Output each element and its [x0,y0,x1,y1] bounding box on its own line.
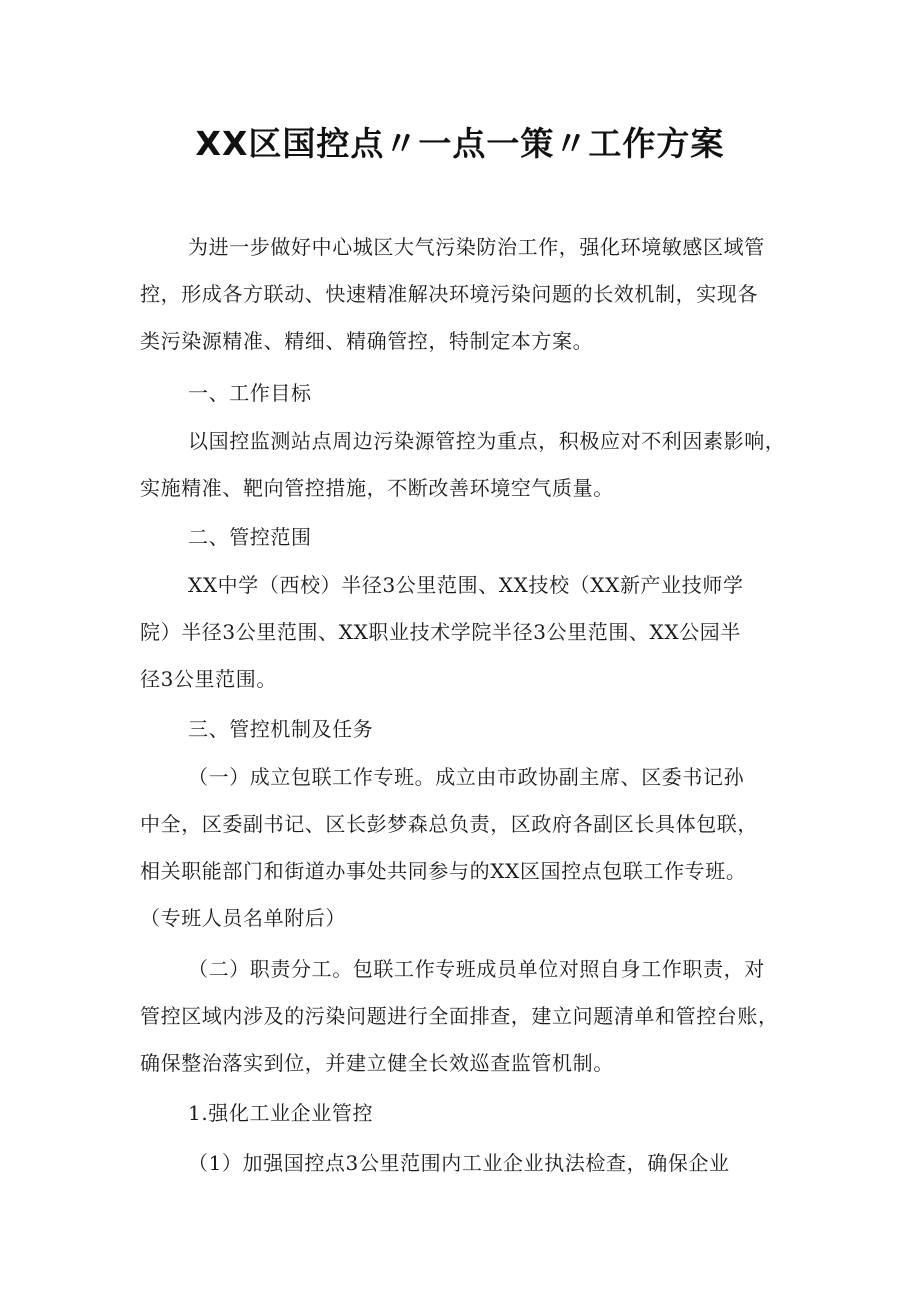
paragraph-line: 为进一步做好中心城区大气污染防治工作，强化环境敏感区域管 [188,235,765,259]
paragraph-line: （专班人员名单附后） [140,906,346,930]
paragraph-line: 中全，区委副书记、区长彭梦森总负责，区政府各副区长具体包联， [140,812,758,836]
paragraph-line: （一）成立包联工作专班。成立由市政协副主席、区委书记孙 [188,765,745,789]
heading-line: 二、管控范围 [188,525,312,549]
industry-item-paragraph [140,1140,792,1187]
paragraph-line: 实施精准、靶向管控措施，不断改善环境空气质量。 [140,476,614,500]
document-title: XX区国控点〃一点一策〃工作方案 [195,124,725,163]
section-heading-mechanism [140,706,792,753]
paragraph-line: 院）半径3公里范围、XX职业技术学院半径3公里范围、XX公园半 [140,620,742,644]
intro-paragraph [140,224,792,365]
paragraph-line: 类污染源精准、精细、精确管控，特制定本方案。 [140,329,594,353]
paragraph-line: XX中学（西校）半径3公里范围、XX技校（XX新产业技师学 [188,573,744,597]
paragraph-line: 确保整治落实到位，并建立健全长效巡查监管机制。 [140,1051,614,1075]
paragraph-line: 管控区域内涉及的污染问题进行全面排查，建立问题清单和管控台账， [140,1004,779,1028]
paragraph-line: （1）加强国控点3公里范围内工业企业执法检查，确保企业 [188,1151,730,1175]
heading-line: 1.强化工业企业管控 [188,1101,374,1125]
paragraph-line: 相关职能部门和街道办事处共同参与的XX区国控点包联工作专班。 [140,859,747,883]
heading-line: 一、工作目标 [188,381,312,405]
paragraph-line: 控，形成各方联动、快速精准解决环境污染问题的长效机制，实现各 [140,282,758,306]
paragraph-line: （二）职责分工。包联工作专班成员单位对照自身工作职责，对 [188,957,765,981]
goals-paragraph [140,418,792,512]
heading-line: 三、管控机制及任务 [188,717,374,741]
scope-paragraph [140,562,792,703]
paragraph-line: 以国控监测站点周边污染源管控为重点，积极应对不利因素影响， [188,429,786,453]
section-heading-scope [140,514,792,561]
paragraph-line: 径3公里范围。 [140,667,277,691]
task-force-paragraph [140,754,792,942]
subsection-heading-industry [140,1090,792,1137]
section-heading-goals [140,370,792,417]
duties-paragraph [140,946,792,1087]
